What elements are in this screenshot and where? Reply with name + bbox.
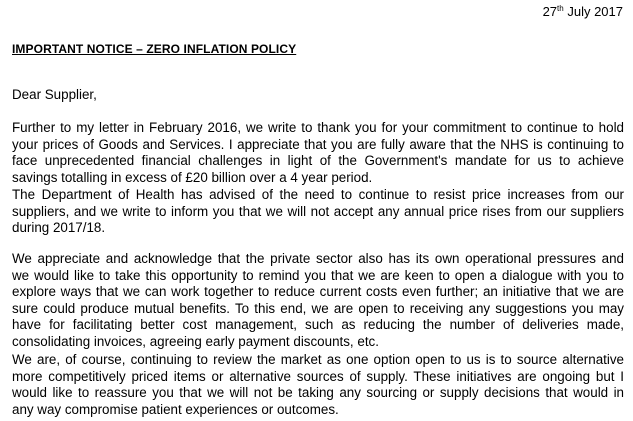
paragraph-department-of-health	[12, 187, 624, 237]
paragraph-line: your prices of Goods and Services. I appreciate that you are fully aware that the NHS is continuing to	[12, 136, 624, 152]
paragraph-line: The Department of Health has advised of the need to continue to resist price increases from our	[12, 187, 624, 202]
date-ordinal: th	[557, 4, 564, 13]
paragraph-line: Further to my letter in February 2016, we write to thank you for your commitment to continue to hold	[12, 120, 624, 135]
paragraph-line: suppliers, and we write to inform you that we will not accept any annual price rises from our suppliers	[12, 203, 624, 219]
letter-date	[543, 4, 623, 20]
paragraph-line: We are, of course, continuing to review the market as one option open to us is to source alternative	[12, 352, 624, 367]
notice-title: IMPORTANT NOTICE – ZERO INFLATION POLICY	[12, 42, 297, 56]
paragraph-line: have for facilitating better cost management, such as reducing the number of deliveries made,	[12, 317, 624, 332]
date-month-year: July 2017	[567, 4, 623, 19]
paragraph-line: consolidating invoices, agreeing early payment discounts, etc.	[12, 333, 379, 349]
paragraph-line: we would like to take this opportunity to remind you that we are keen to open a dialogue with you to	[12, 267, 624, 283]
paragraph-market-review	[12, 352, 624, 418]
paragraph-line: any way compromise patient experiences or outcomes.	[12, 401, 339, 417]
date-day: 27	[542, 4, 558, 19]
paragraph-line: during 2017/18.	[12, 220, 106, 235]
paragraph-line: would like to reassure you that we will not be taking any sourcing or supply decisions that would in	[12, 385, 624, 400]
paragraph-line: more competitively priced items or alternative sources of supply. These initiatives are ongoing but I	[12, 368, 624, 384]
paragraph-line: sure could produce mutual benefits. To this end, we are open to receiving any suggestions you may	[12, 300, 624, 316]
paragraph-private-sector	[12, 251, 624, 350]
paragraph-thanks	[12, 120, 624, 186]
paragraph-line: explore ways that we can work together to reduce current costs even further; an initiative that we are	[12, 284, 624, 299]
paragraph-line: savings totalling in excess of £20 billion over a 4 year period.	[12, 169, 373, 185]
paragraph-line: We appreciate and acknowledge that the private sector also has its own operational pressures and	[12, 251, 624, 266]
paragraph-line: face unprecedented financial challenges in light of the Government's mandate for us to achieve	[12, 153, 624, 168]
salutation: Dear Supplier,	[12, 87, 97, 102]
